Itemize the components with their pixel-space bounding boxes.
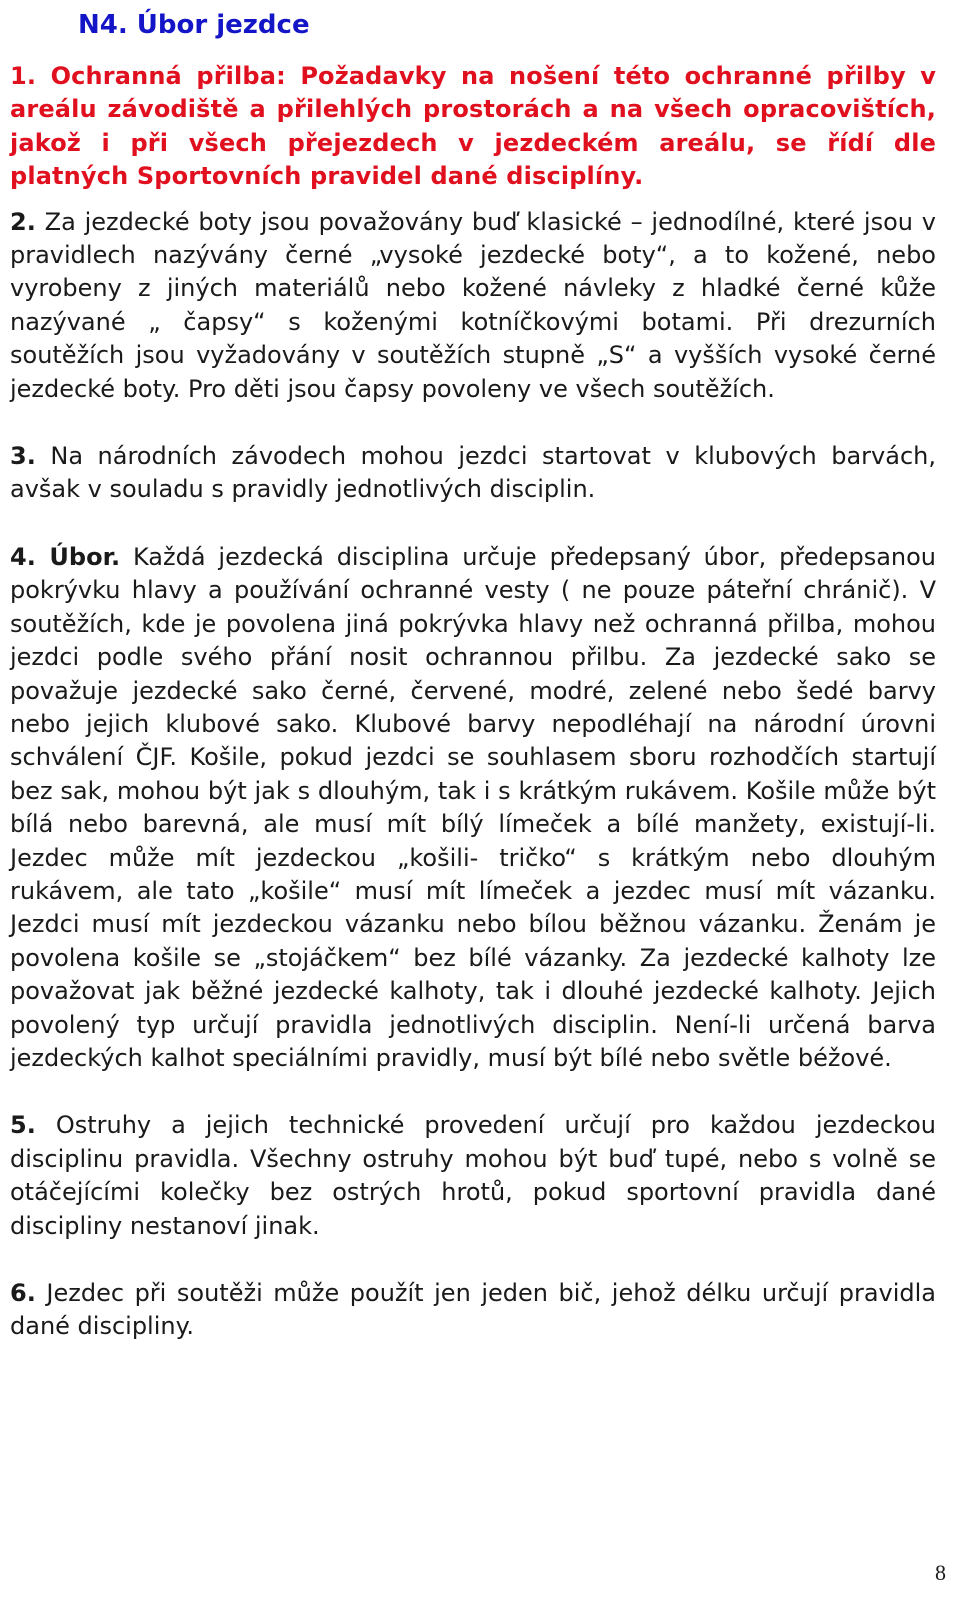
paragraph-text: Ostruhy a jejich technické provedení určují pro každou jezdeckou disciplinu pravidla. Všechny ostruhy mohou být buď tupé, nebo s volně se otáčejícími kolečky bez ostrých hrotů, pokud sportovní pravidla dané discipliny nestanoví jinak. <box>10 1111 936 1240</box>
paragraph-text: Na národních závodech mohou jezdci startovat v klubových barvách, avšak v souladu s pravidly jednotlivých disciplin. <box>10 442 936 504</box>
paragraph-number: 2. <box>10 207 36 236</box>
paragraph-whip <box>10 1277 936 1344</box>
paragraph-text: Ochranná přilba: Požadavky na nošení této ochranné přilby v areálu závodiště a přilehlých prostorách a na všech opracovištích, jakož i při všech přejezdech v jezdeckém areálu, se řídí dle platných Sportovních pravidel dané disciplíny. <box>10 62 936 191</box>
paragraph-spurs <box>10 1109 936 1243</box>
paragraph-number: 3. <box>10 442 36 471</box>
paragraph-number: 4. Úbor. <box>10 542 121 571</box>
paragraph-boots <box>10 206 936 406</box>
paragraph-club-colors <box>10 440 936 507</box>
paragraph-attire <box>10 541 936 1076</box>
paragraph-number: 1. <box>10 62 37 90</box>
paragraph-text: Za jezdecké boty jsou považovány buď klasické – jednodílné, které jsou v pravidlech nazývány černé „vysoké jezdecké boty“, a to kožené, nebo vyrobeny z jiných materiálů nebo kožené návleky z hladké černé kůže nazývané „ čapsy“ s koženými kotníčkovými botami. Při drezurních soutěžích jsou vyžadovány v soutěžích stupně „S“ a vyšších vysoké černé jezdecké boty. Pro děti jsou čapsy povoleny ve všech soutěžích. <box>10 207 936 403</box>
paragraph-number: 5. <box>10 1111 36 1140</box>
document-body <box>10 60 936 1344</box>
page-number: 8 <box>935 1560 946 1585</box>
paragraph-text: Každá jezdecká disciplina určuje předepsaný úbor, předepsanou pokrývku hlavy a používání ochranné vesty ( ne pouze páteřní chránič). V soutěžích, kde je povolena jiná pokrývka hlavy než ochranná přilba, mohou jezdci podle svého přání nosit ochrannou přilbu. Za jezdecké sako se považuje jezdecké sako černé, červené, modré, zelené nebo šedé barvy nebo jejich klubové sako. Klubové barvy nepodléhají na národní úrovni schválení ČJF. Košile, pokud jezdci se souhlasem sboru rozhodčích startují bez sak, mohou být jak s dlouhým, tak i s krátkým rukávem. Košile může být bílá nebo barevná, ale musí mít bílý límeček a bílé manžety, existují-li. Jezdec může mít jezdeckou „košili- tričko“ s krátkým nebo dlouhým rukávem, ale tato „košile“ musí mít límeček a jezdec musí mít vázanku. Jezdci musí mít jezdeckou vázanku nebo bílou běžnou vázanku. Ženám je povolena košile se „stojáčkem“ bez bílé vázanky. Za jezdecké kalhoty lze považovat jak běžné jezdecké kalhoty, tak i dlouhé jezdecké kalhoty. Jejich povolený typ určují pravidla jednotlivých disciplin. Není-li určená barva jezdeckých kalhot speciálními pravidly, musí být bílé nebo světle béžové. <box>10 542 937 1072</box>
paragraph-text: Jezdec při soutěži může použít jen jeden bič, jehož délku určují pravidla dané discipliny. <box>10 1279 937 1341</box>
paragraph-number: 6. <box>10 1279 36 1307</box>
section-heading: N4. Úbor jezdce <box>78 10 310 40</box>
paragraph-helmet <box>10 60 936 194</box>
